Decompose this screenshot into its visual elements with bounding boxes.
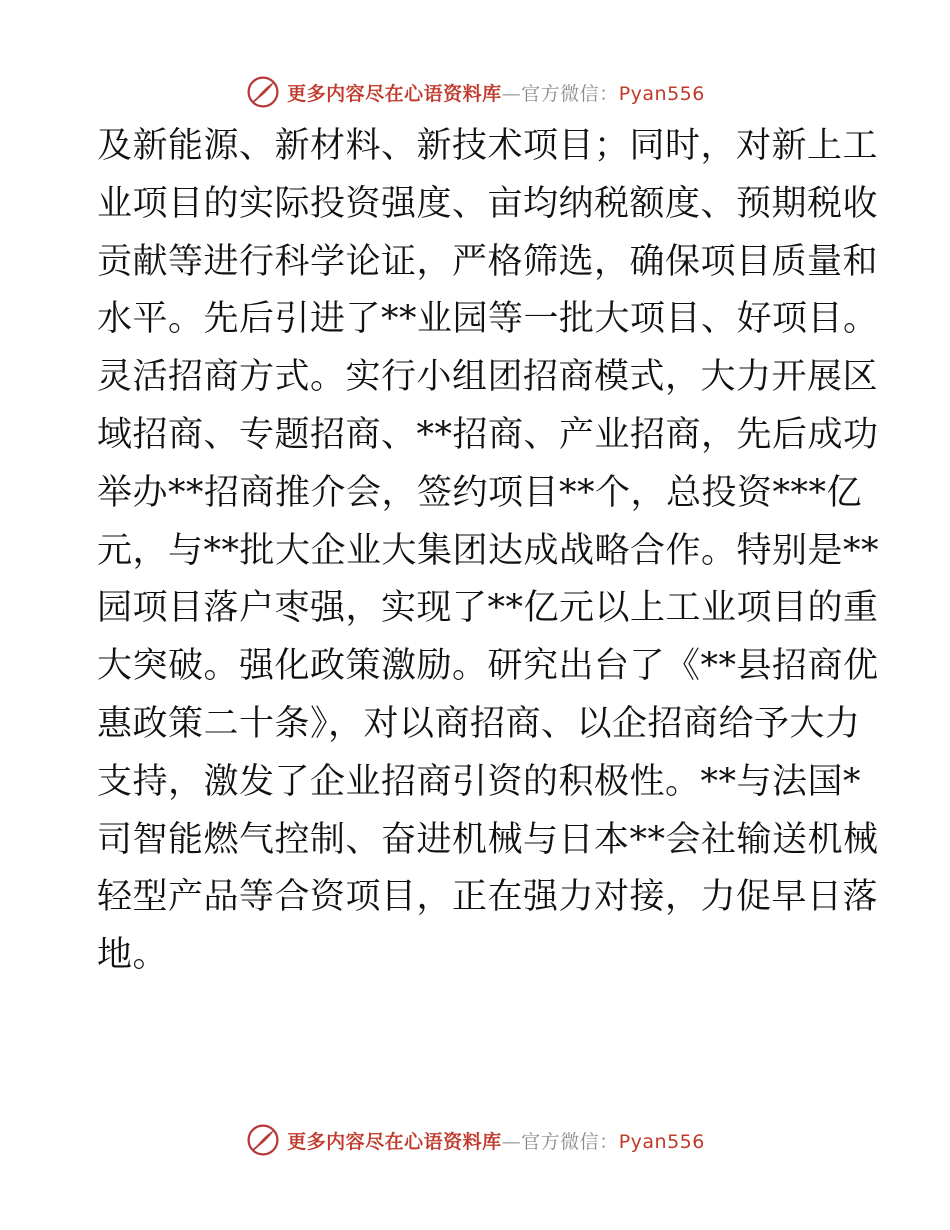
document-paragraph bbox=[97, 118, 880, 985]
paragraph-line: 支持，激发了企业招商引资的积极性。**与法国* bbox=[97, 761, 862, 802]
paragraph-line: 司智能燃气控制、奋进机械与日本**会社输送机械 bbox=[97, 819, 879, 860]
watermark-brand: 更多内容尽在心语资料库 bbox=[287, 1130, 502, 1153]
watermark-line bbox=[287, 79, 705, 106]
paragraph-line: 元，与**批大企业大集团达成战略合作。特别是** bbox=[97, 530, 880, 571]
watermark-brand: 更多内容尽在心语资料库 bbox=[287, 82, 502, 105]
header-watermark bbox=[0, 72, 950, 112]
footer-watermark bbox=[0, 1120, 950, 1160]
paragraph-line: 惠政策二十条》，对以商招商、以企招商给予大力 bbox=[97, 703, 861, 744]
watermark-separator: — bbox=[501, 82, 522, 105]
quill-pen-icon bbox=[245, 1122, 281, 1158]
paragraph-line: 及新能源、新材料、新技术项目；同时，对新上工 bbox=[97, 126, 879, 166]
paragraph-line: 域招商、专题招商、**招商、产业招商，先后成功 bbox=[97, 414, 879, 455]
paragraph-line: 大突破。强化政策激励。研究出台了《**县招商优 bbox=[97, 646, 879, 687]
watermark-wechat-label: 官方微信： bbox=[521, 1130, 619, 1153]
watermark-wechat-id: Pyan556 bbox=[618, 1130, 705, 1153]
watermark-line bbox=[287, 1127, 705, 1154]
watermark-separator: — bbox=[501, 1130, 522, 1153]
paragraph-line: 轻型产品等合资项目，正在强力对接，力促早日落 bbox=[97, 877, 879, 918]
quill-pen-icon bbox=[245, 74, 281, 110]
paragraph-line: 园项目落户枣强，实现了**亿元以上工业项目的重 bbox=[97, 588, 879, 629]
paragraph-line: 灵活招商方式。实行小组团招商模式，大力开展区 bbox=[97, 357, 879, 398]
paragraph-line: 举办**招商推介会，签约项目**个，总投资***亿 bbox=[97, 472, 863, 513]
paragraph-line: 贡献等进行科学论证，严格筛选，确保项目质量和 bbox=[97, 241, 879, 282]
paragraph-line: 业项目的实际投资强度、亩均纳税额度、预期税收 bbox=[97, 183, 879, 224]
paragraph-line: 水平。先后引进了**业园等一批大项目、好项目。 bbox=[97, 299, 879, 340]
watermark-wechat-id: Pyan556 bbox=[618, 82, 705, 105]
paragraph-line: 地。 bbox=[97, 935, 169, 976]
watermark-wechat-label: 官方微信： bbox=[521, 82, 619, 105]
